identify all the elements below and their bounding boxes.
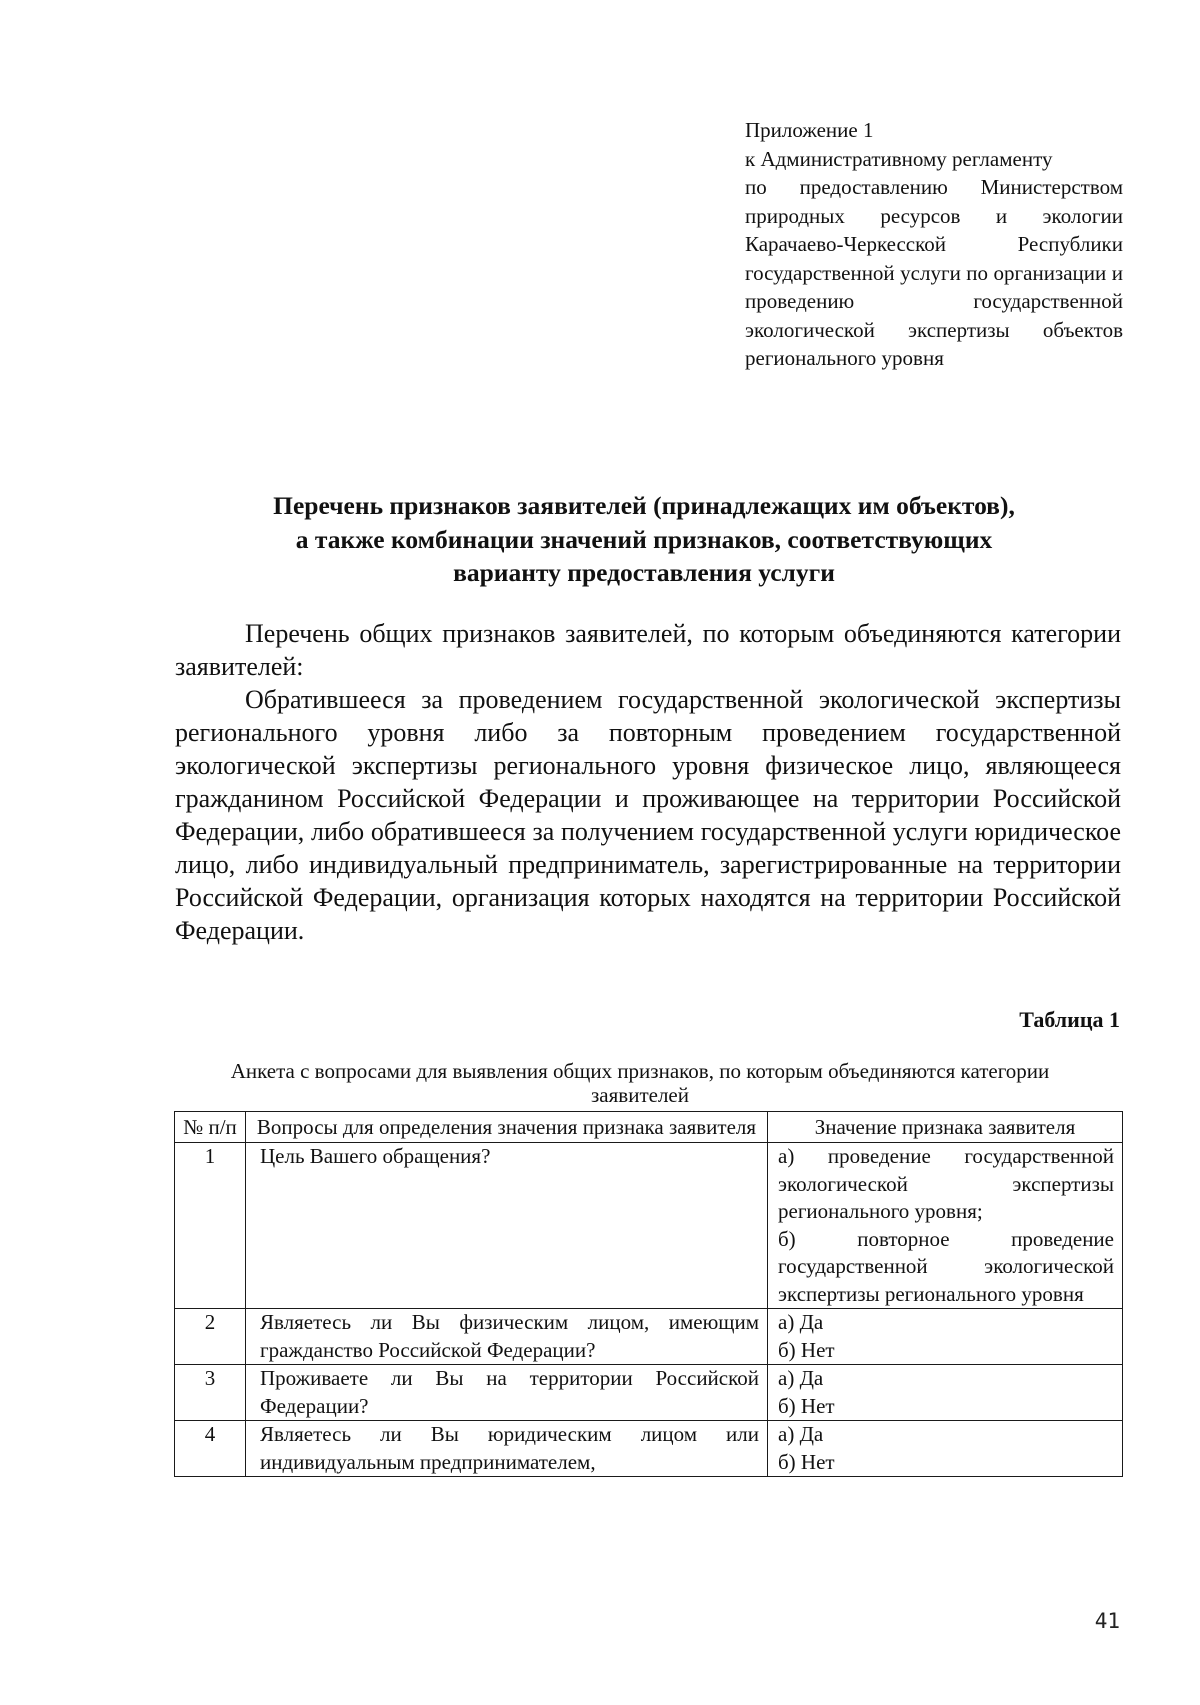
intro-paragraph-2: Обратившееся за проведением государственной экологической экспертизы регионального уровня либо за повторным проведением государственной экологической экспертизы регионального уровня физическое лицо, являющееся гражданином Российской Федерации и проживающее на территории Российской Федерации, либо обратившееся за получением государственной услуги юридическое лицо, либо индивидуальный предприниматель, зарегистрированные на территории Российской Федерации, организация которых находятся на территории Российской Федерации. bbox=[175, 685, 1121, 945]
table-label: Таблица 1 bbox=[1019, 1007, 1120, 1032]
intro-text bbox=[175, 617, 1121, 947]
document-title bbox=[170, 489, 1118, 590]
title-line-2: а также комбинации значений признаков, соответствующих bbox=[295, 524, 993, 554]
table-row bbox=[175, 1421, 1123, 1477]
value-option-a: а) проведение государственной экологической экспертизы регионального уровня; bbox=[778, 1144, 1114, 1223]
appendix-regulation-title: по предоставлению Министерством природных ресурсов и экологии Карачаево-Черкесской Республики государственной услуги по организации и проведению государственной экологической экспертизы объектов регионального уровня bbox=[745, 175, 1123, 370]
row-question: Цель Вашего обращения? bbox=[246, 1143, 768, 1309]
title-line-3: варианту предоставления услуги bbox=[453, 558, 835, 587]
row-question: Являетесь ли Вы физическим лицом, имеющим гражданство Российской Федерации? bbox=[246, 1309, 768, 1365]
row-value bbox=[768, 1309, 1123, 1365]
value-option-a: а) Да bbox=[778, 1422, 824, 1446]
header-question: Вопросы для определения значения признака заявителя bbox=[246, 1112, 768, 1143]
title-line-1: Перечень признаков заявителей (принадлежащих им объектов), bbox=[273, 491, 1015, 520]
value-option-b: б) Нет bbox=[778, 1393, 835, 1418]
header-value: Значение признака заявителя bbox=[768, 1112, 1123, 1143]
appendix-reference: к Административному регламенту bbox=[745, 146, 1053, 171]
table-header-row bbox=[175, 1112, 1123, 1143]
row-value bbox=[768, 1143, 1123, 1309]
table-row bbox=[175, 1309, 1123, 1365]
value-option-b: б) Нет bbox=[778, 1337, 835, 1362]
value-option-a: а) Да bbox=[778, 1366, 824, 1390]
appendix-note bbox=[745, 116, 1123, 373]
intro-paragraph-1: Перечень общих признаков заявителей, по которым объединяются категории заявителей: bbox=[175, 619, 1121, 681]
questionnaire-table bbox=[174, 1111, 1123, 1477]
table-row bbox=[175, 1143, 1123, 1309]
value-option-a: а) Да bbox=[778, 1310, 824, 1334]
value-option-b: б) Нет bbox=[778, 1449, 835, 1474]
row-value bbox=[768, 1365, 1123, 1421]
value-option-b: б) повторное проведение государственной экологической экспертизы регионального уровня bbox=[778, 1226, 1114, 1306]
row-number: 4 bbox=[175, 1421, 246, 1477]
page-number: 41 bbox=[1094, 1609, 1120, 1633]
row-question: Проживаете ли Вы на территории Российской Федерации? bbox=[246, 1365, 768, 1421]
row-value bbox=[768, 1421, 1123, 1477]
header-number: № п/п bbox=[175, 1112, 246, 1143]
table-caption: Анкета с вопросами для выявления общих признаков, по которым объединяются категории заявителей bbox=[230, 1059, 1050, 1107]
row-number: 3 bbox=[175, 1365, 246, 1421]
appendix-number: Приложение 1 bbox=[745, 118, 874, 142]
row-number: 1 bbox=[175, 1143, 246, 1309]
row-question: Являетесь ли Вы юридическим лицом или индивидуальным предпринимателем, bbox=[246, 1421, 768, 1477]
table-row bbox=[175, 1365, 1123, 1421]
row-number: 2 bbox=[175, 1309, 246, 1365]
